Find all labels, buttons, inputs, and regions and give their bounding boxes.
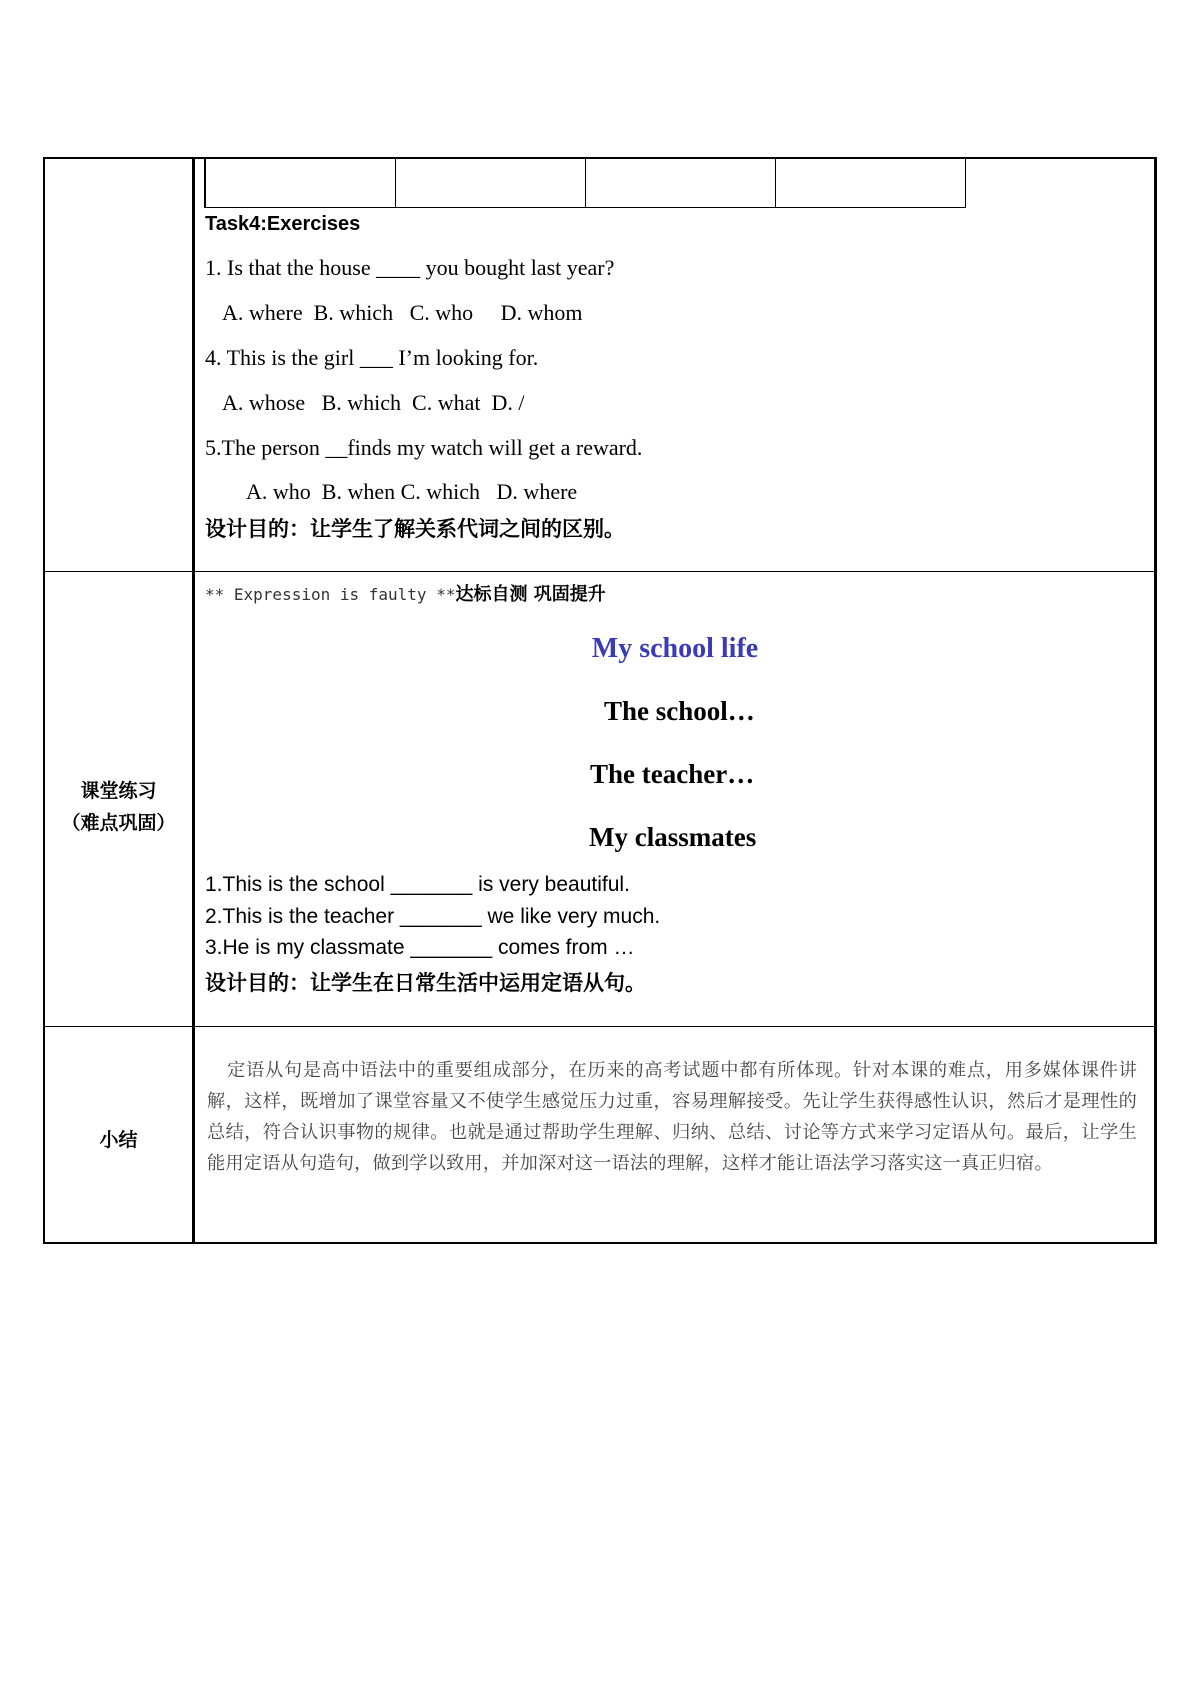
practice-sentence-1: 1.This is the school _______ is very beautiful. xyxy=(205,873,630,896)
question-5-options: A. who B. when C. which D. where xyxy=(246,479,578,504)
question-5: 5.The person __finds my watch will get a reward. xyxy=(205,435,643,460)
practice-section-title: 达标自测 巩固提升 xyxy=(455,584,606,605)
error-prefix: ** Expression is faulty ** xyxy=(205,585,456,604)
row-divider-2 xyxy=(43,1026,1157,1027)
inner-table-cell xyxy=(395,157,586,208)
question-4-options: A. whose B. which C. what D. / xyxy=(222,390,525,415)
prompt-item-teacher: The teacher… xyxy=(590,759,755,789)
row-divider-1 xyxy=(43,571,1157,572)
table-left-border xyxy=(43,157,45,1244)
prompt-item-classmates: My classmates xyxy=(589,822,757,852)
task4-heading: Task4:Exercises xyxy=(205,213,361,235)
practice-sentence-3: 3.He is my classmate _______ comes from … xyxy=(205,936,635,959)
prompt-item-school: The school… xyxy=(604,696,755,726)
inner-table-cell xyxy=(585,157,776,208)
inner-table-cell xyxy=(205,157,396,208)
task4-design-purpose: 设计目的：让学生了解关系代词之间的区别。 xyxy=(205,517,625,541)
question-4: 4. This is the girl ___ I’m looking for. xyxy=(205,345,539,370)
inner-table-cell xyxy=(775,157,966,208)
summary-text: 定语从句是高中语法中的重要组成部分，在历来的高考试题中都有所体现。针对本课的难点，用多媒体课件讲解，这样，既增加了课堂容量又不使学生感觉压力过重，容易理解接受。先让学生获得感性认识，然后才是理性的总结，符合认识事物的规律。也就是通过帮助学生理解、归纳、总结、讨论等方式来学习定语从句。最后，让学生能用定语从句造句，做到学以致用，并加深对这一语法的理解，这样才能让语法学习落实这一真正归宿。 xyxy=(207,1060,1137,1174)
practice-label-line2: （难点巩固） xyxy=(61,812,176,834)
summary-label: 小结 xyxy=(99,1129,138,1151)
question-1-options: A. where B. which C. who D. whom xyxy=(222,300,583,325)
headline: My school life xyxy=(591,633,759,664)
error-line xyxy=(205,580,606,606)
question-1: 1. Is that the house ____ you bought last year? xyxy=(205,255,615,280)
column-divider xyxy=(192,157,195,1244)
practice-label-line1: 课堂练习 xyxy=(80,780,157,802)
table-bottom-border xyxy=(43,1242,1157,1244)
practice-label xyxy=(45,775,192,839)
practice-sentence-2: 2.This is the teacher _______ we like very much. xyxy=(205,905,661,928)
table-right-border xyxy=(1154,157,1157,1244)
practice-design-purpose: 设计目的：让学生在日常生活中运用定语从句。 xyxy=(205,971,646,995)
